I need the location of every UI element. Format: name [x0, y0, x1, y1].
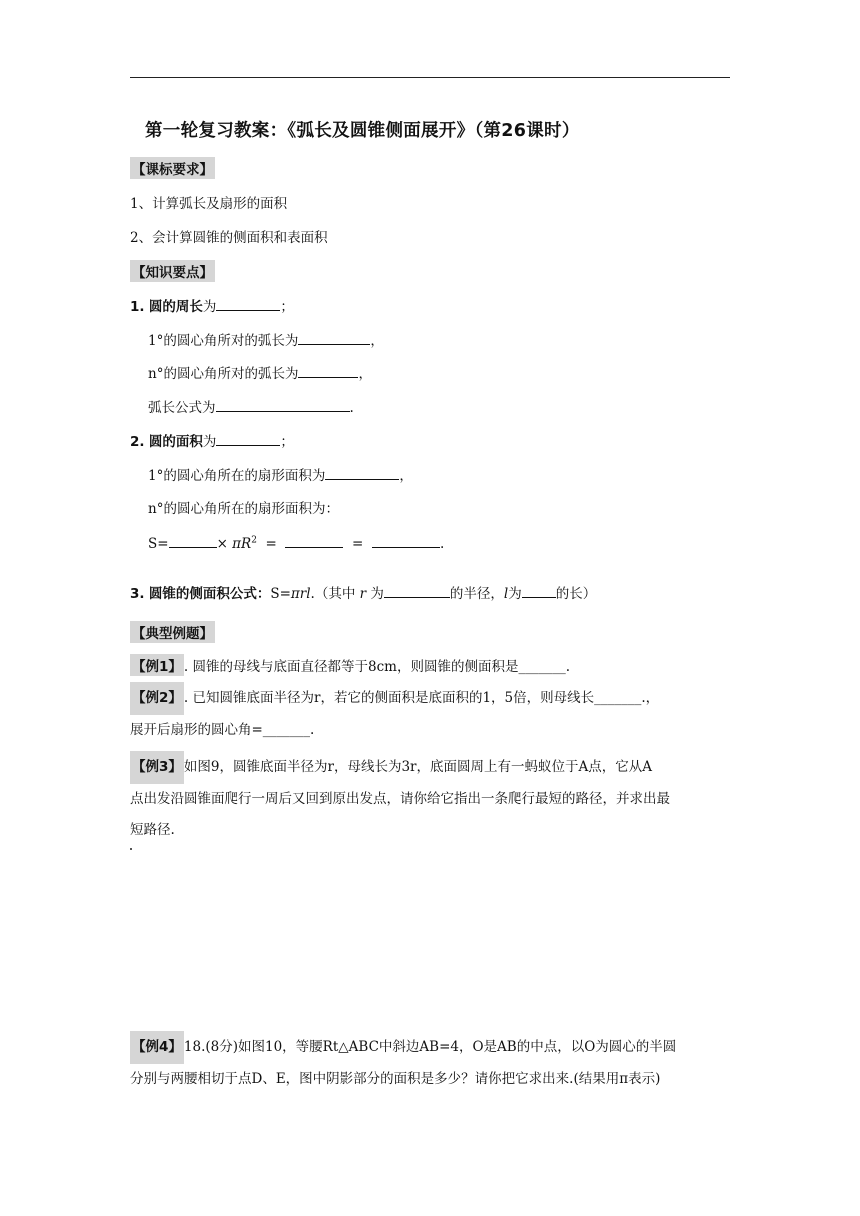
- text: S=: [270, 586, 291, 602]
- text: 为: [202, 299, 217, 315]
- example-4: [130, 1031, 734, 1095]
- knowledge-term: 圆的面积: [148, 434, 203, 450]
- math-symbol: π: [232, 536, 242, 552]
- example-tag: 【例3】: [130, 751, 184, 784]
- fill-blank: [285, 535, 343, 548]
- math-exponent: 2: [251, 535, 257, 546]
- text: 弧长公式为: [148, 400, 216, 416]
- knowledge-term: 圆的周长: [148, 299, 203, 315]
- example-3: [130, 751, 734, 846]
- fill-blank: [522, 585, 556, 598]
- knowledge-1c: [148, 396, 354, 416]
- example-text: 短路径.: [130, 822, 175, 838]
- section-label: 【知识要点】: [130, 260, 215, 282]
- section-examples: [130, 621, 215, 643]
- knowledge-1: [130, 295, 294, 315]
- text: 1°的圆心角所在的扇形面积为: [148, 468, 326, 484]
- example-tag: 【例4】: [130, 1031, 184, 1064]
- math-symbol: R: [241, 536, 252, 552]
- example-text: 展开后扇形的圆心角=_______.: [130, 722, 315, 738]
- fill-blank: [216, 298, 280, 311]
- example-text: 分别与两腰相切于点D、E，图中阴影部分的面积是多少？请你把它求出来.(结果用π表示): [130, 1071, 661, 1087]
- text: =: [265, 536, 277, 552]
- section-label: 【典型例题】: [130, 621, 215, 643]
- knowledge-3: [130, 582, 596, 602]
- example-text: . 已知圆锥底面半径为r，若它的侧面积是底面积的1，5倍，则母线长_______.，: [183, 690, 660, 706]
- item-number: 2.: [130, 434, 145, 450]
- text: 为: [370, 586, 384, 602]
- section-knowledge: [130, 260, 215, 282]
- example-1: [130, 654, 570, 676]
- text: ；: [280, 299, 294, 315]
- text: 的半径，: [449, 586, 504, 602]
- example-tag: 【例1】: [130, 654, 184, 676]
- example-text: 如图9，圆锥底面半径为r，母线长为3r，底面圆周上有一蚂蚁位于A点，它从A: [183, 759, 652, 775]
- text: 为: [508, 586, 522, 602]
- text: 的长）: [555, 586, 597, 602]
- math-symbol: l: [503, 586, 509, 602]
- fill-blank: [372, 535, 440, 548]
- text: 为: [202, 434, 217, 450]
- math-symbol: r: [359, 586, 367, 602]
- fill-blank: [298, 332, 370, 345]
- stray-mark: [130, 848, 132, 850]
- text: 1°的圆心角所对的弧长为: [148, 333, 299, 349]
- text: ，: [370, 333, 384, 349]
- sector-area-formula: [148, 535, 444, 552]
- text: .: [439, 536, 445, 552]
- item-number: 3.: [130, 586, 145, 602]
- fill-blank: [384, 585, 450, 598]
- knowledge-2: [130, 430, 294, 450]
- text: ×: [216, 536, 228, 552]
- section-label: 【课标要求】: [130, 157, 215, 179]
- text: S=: [148, 536, 169, 552]
- math-symbol: πrl: [290, 586, 311, 602]
- knowledge-2a: [148, 464, 413, 484]
- requirement-item: 2、会计算圆锥的侧面积和表面积: [130, 230, 328, 246]
- example-text: 点出发沿圆锥面爬行一周后又回到原出发点，请你给它指出一条爬行最短的路径，并求出最: [130, 791, 670, 807]
- fill-blank: [216, 399, 350, 412]
- fill-blank: [298, 365, 358, 378]
- example-2: [130, 682, 734, 746]
- text: .: [349, 400, 354, 416]
- text: ，: [399, 468, 413, 484]
- fill-blank: [325, 467, 399, 480]
- knowledge-1a: [148, 329, 384, 349]
- example-text: . 圆锥的母线与底面直径都等于8cm，则圆锥的侧面积是_______.: [183, 659, 570, 675]
- page-title: 第一轮复习教案：《弧长及圆锥侧面展开》（第26课时）: [145, 121, 580, 141]
- text: ，: [358, 366, 372, 382]
- knowledge-1b: [148, 362, 372, 382]
- requirement-item: 1、计算弧长及扇形的面积: [130, 196, 288, 212]
- example-text: 18.(8分)如图10，等腰Rt△ABC中斜边AB=4，O是AB的中点，以O为圆心的半圆: [183, 1039, 677, 1055]
- text: =: [352, 536, 364, 552]
- knowledge-2b: n°的圆心角所在的扇形面积为：: [148, 501, 339, 517]
- text: n°的圆心角所对的弧长为: [148, 366, 299, 382]
- item-number: 1.: [130, 299, 145, 315]
- section-requirements: [130, 157, 215, 179]
- knowledge-term: 圆锥的侧面积公式：: [148, 586, 271, 602]
- example-tag: 【例2】: [130, 682, 184, 715]
- text: .（其中: [310, 586, 356, 602]
- header-rule: [130, 77, 730, 78]
- fill-blank: [169, 535, 217, 548]
- fill-blank: [216, 433, 280, 446]
- text: ；: [280, 434, 294, 450]
